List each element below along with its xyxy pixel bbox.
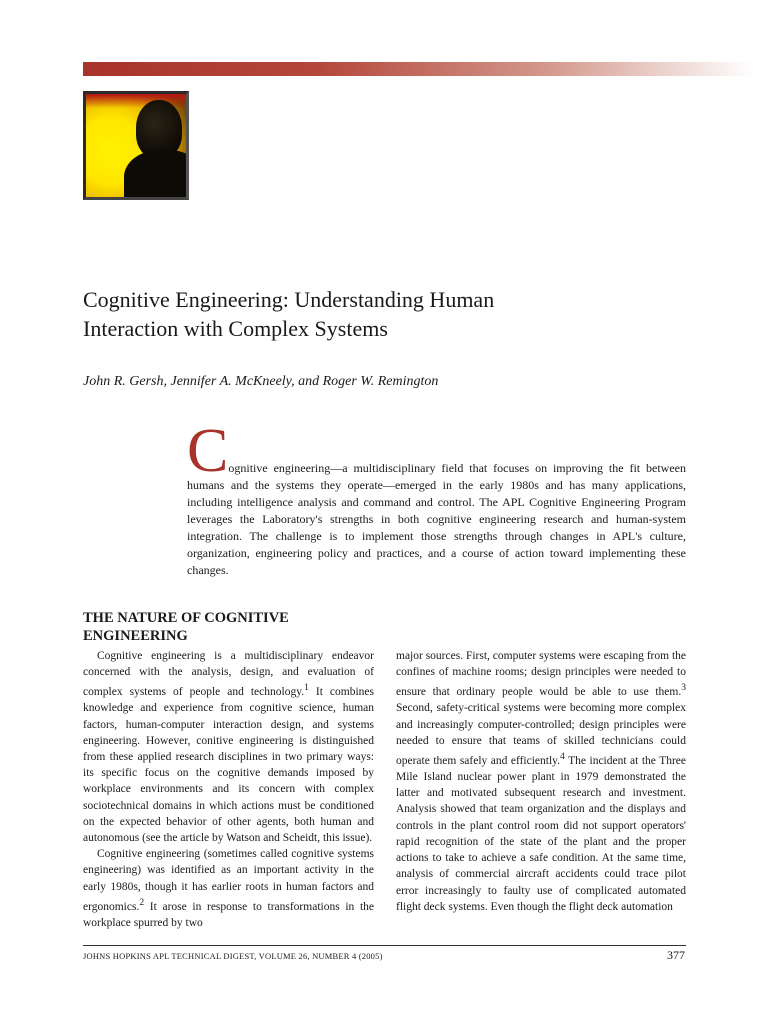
header-color-bar — [83, 62, 753, 76]
left-column — [83, 648, 374, 931]
title-line-2: Interaction with Complex Systems — [83, 316, 388, 341]
reference-4: 4 — [560, 751, 565, 763]
paragraph-3-text-a: major sources. First, computer systems were escaping from the confines of machine rooms; design principles were needed to ensure that ordinary people would be able to use them. — [396, 650, 686, 699]
paragraph-2 — [83, 846, 374, 931]
section-heading — [83, 609, 383, 645]
section-heading-line-2: ENGINEERING — [83, 628, 188, 644]
article-thumbnail-image — [83, 91, 189, 200]
paragraph-2-text-b: It arose in response to transformations in the workplace spurred by two — [83, 900, 374, 929]
silhouette-shoulders — [124, 150, 189, 200]
author-list: John R. Gersh, Jennifer A. McKneely, and Roger W. Remington — [83, 374, 439, 389]
paragraph-1-text-b: It combines knowledge and experience from cognitive science, human factors, human-computer interaction design, and systems engineering. However, conitive engineering is distinguished from these applied research disciplines in two primary ways: its specific focus on the cognitive demands imposed by workplace environments and its concern with complex sociotechnical domains in which actions must be conditioned on the expected behavior of other agents, both human and autonomous (see the article by Watson and Scheidt, this issue). — [83, 686, 374, 845]
reference-3: 3 — [681, 682, 686, 694]
paragraph-3-text-b: Second, safety-critical systems were becoming more complex and increasingly computer-controlled; design principles were needed to ensure that teams of skilled technicians could operate them safely and efficiently. — [396, 702, 686, 767]
reference-2: 2 — [139, 896, 145, 908]
paragraph-3 — [396, 648, 686, 915]
paragraph-1 — [83, 648, 374, 846]
drop-cap: C — [187, 417, 229, 485]
abstract — [187, 417, 686, 579]
page-number: 377 — [667, 948, 685, 962]
reference-1: 1 — [304, 682, 309, 694]
section-heading-line-1: THE NATURE OF COGNITIVE — [83, 610, 289, 626]
paragraph-1-text-a: Cognitive engineering is a multidisciplinary endeavor concerned with the analysis, design, and evaluation of complex systems of people and technology. — [83, 650, 374, 699]
article-title — [83, 285, 643, 343]
paragraph-2-text-a: Cognitive engineering (sometimes called cognitive systems engineering) was identified as an important activity in the early 1980s, though it has earlier roots in human factors and ergonomics. — [83, 848, 374, 913]
right-column — [396, 648, 686, 915]
abstract-text: ognitive engineering—a multidisciplinary field that focuses on improving the fit between humans and the systems they operate—emerged in the early 1980s and has many applications, including intelligence analysis and command and control. The APL Cognitive Engineering Program leverages the Laboratory's strengths in both cognitive engineering research and human-system integration. The challenge is to implement those strengths through changes in APL's culture, organization, engineering policy and practices, and a course of action toward implementing these changes. — [187, 461, 686, 577]
title-line-1: Cognitive Engineering: Understanding Human — [83, 287, 495, 312]
paragraph-3-text-c: The incident at the Three Mile Island nuclear power plant in 1979 demonstrated the latter and motivated subsequent research and investment. Analysis showed that team organization and the displays and controls in the plant control room did not support operators' rapid recognition of the state of the plant and the proper actions to take to achieve a safe condition. At the same time, analysis of commercial aircraft accidents could trace pilot error increasingly to faulty use of complicated automated flight deck systems. Even though the flight deck automation — [396, 754, 686, 913]
footer-rule — [83, 945, 686, 946]
footer-journal-citation: JOHNS HOPKINS APL TECHNICAL DIGEST, VOLUME 26, NUMBER 4 (2005) — [83, 951, 383, 961]
